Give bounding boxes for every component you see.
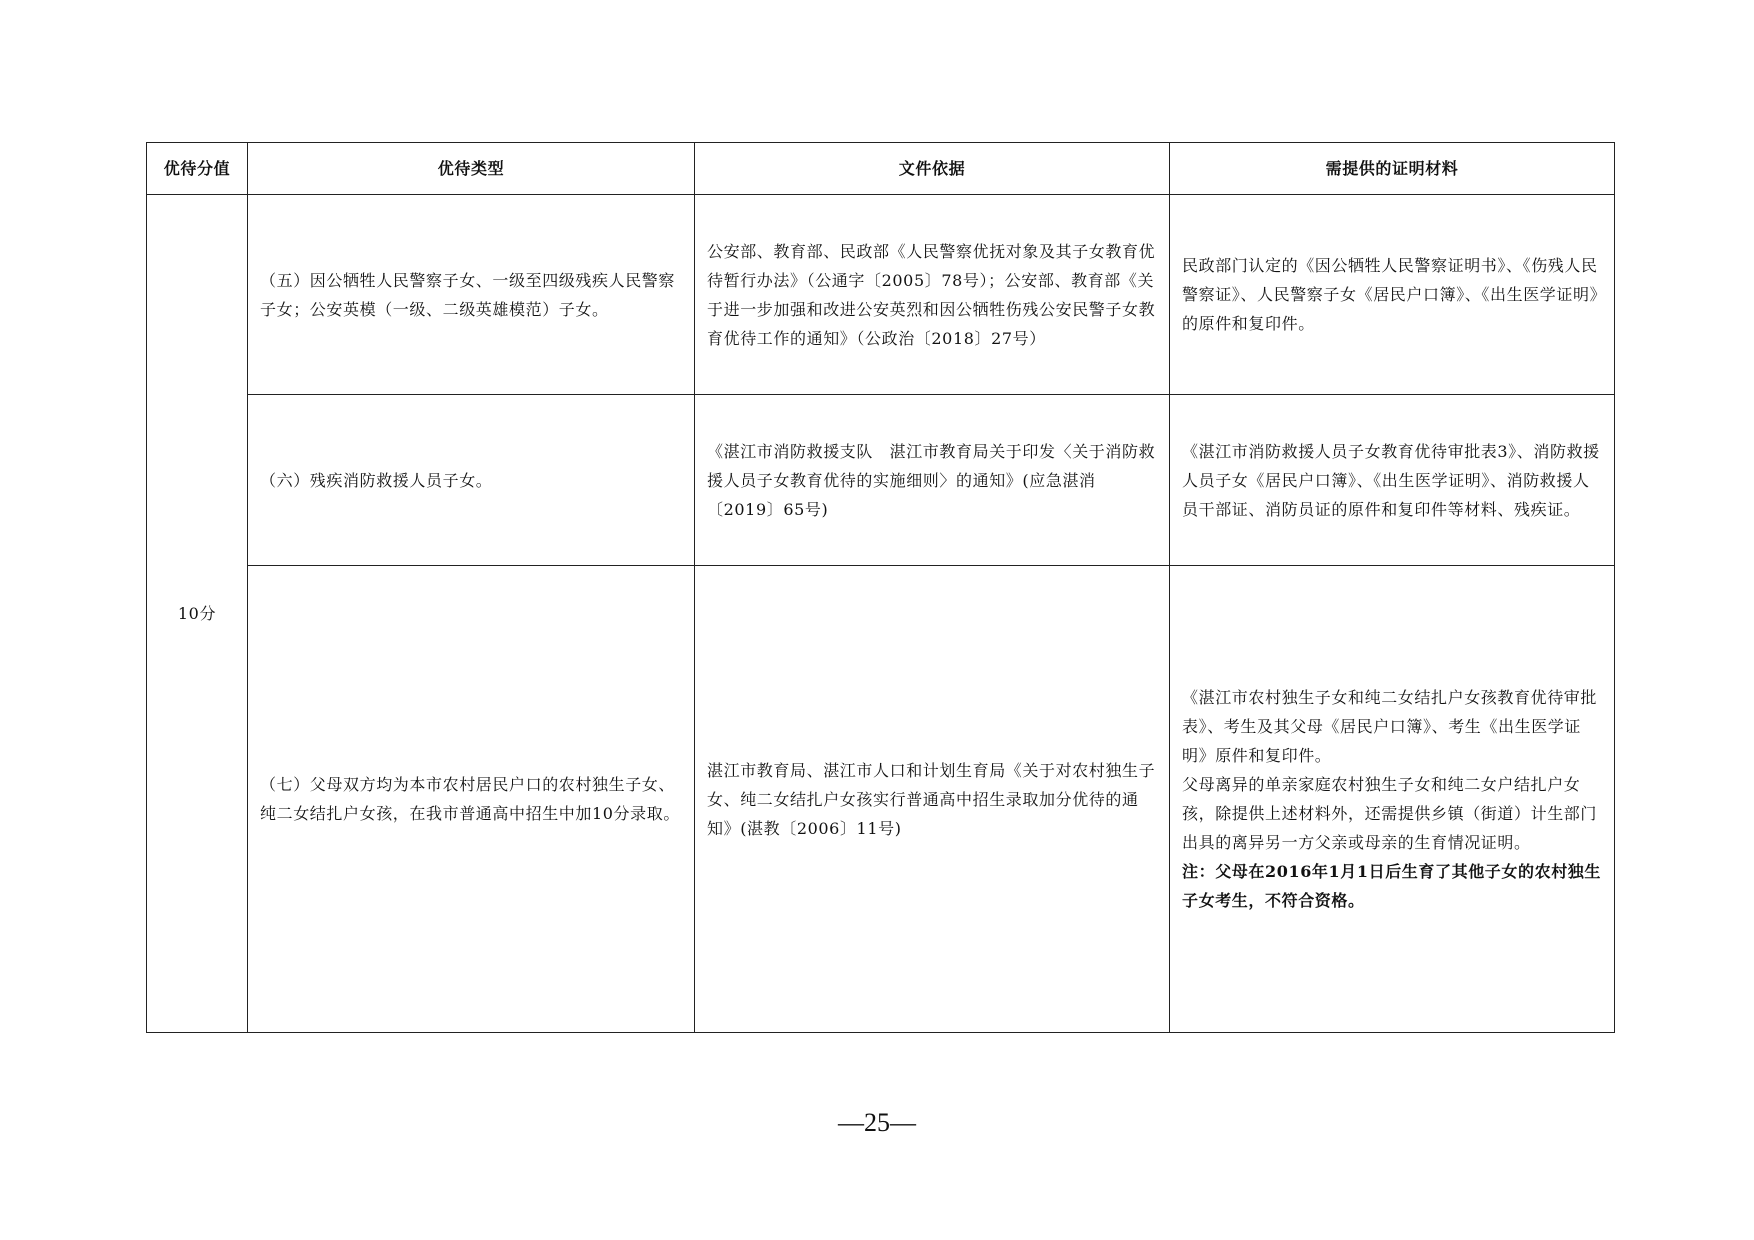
materials-paragraph: 父母离异的单亲家庭农村独生子女和纯二女户结扎户女孩，除提供上述材料外，还需提供乡镇（街道）计生部门出具的离异另一方父亲或母亲的生育情况证明。 [1182, 775, 1598, 852]
table-row [147, 395, 1615, 566]
table-row [147, 566, 1615, 1033]
type-cell: （五）因公牺牲人民警察子女、一级至四级残疾人民警察子女；公安英模（一级、二级英雄模范）子女。 [248, 195, 695, 395]
page-number: —25— [838, 1108, 916, 1137]
basis-cell: 公安部、教育部、民政部《人民警察优抚对象及其子女教育优待暂行办法》（公通字〔2005〕78号）；公安部、教育部《关于进一步加强和改进公安英烈和因公牺牲伤残公安民警子女教育优待工作的通知》（公政治〔2018〕27号） [695, 195, 1170, 395]
header-basis: 文件依据 [695, 143, 1170, 195]
table-header-row [147, 143, 1615, 195]
materials-paragraph: 《湛江市农村独生子女和纯二女结扎户女孩教育优待审批表》、考生及其父母《居民户口簿》、考生《出生医学证明》原件和复印件。 [1182, 688, 1598, 765]
type-cell: （七）父母双方均为本市农村居民户口的农村独生子女、纯二女结扎户女孩，在我市普通高中招生中加10分录取。 [248, 566, 695, 1033]
type-cell: （六）残疾消防救援人员子女。 [248, 395, 695, 566]
header-materials: 需提供的证明材料 [1170, 143, 1615, 195]
materials-note: 注：父母在2016年1月1日后生育了其他子女的农村独生子女考生，不符合资格。 [1182, 862, 1601, 910]
materials-cell [1170, 566, 1615, 1033]
score-cell: 10分 [147, 195, 248, 1033]
header-score: 优待分值 [147, 143, 248, 195]
basis-cell: 《湛江市消防救援支队 湛江市教育局关于印发〈关于消防救援人员子女教育优待的实施细则〉的通知》(应急湛消〔2019〕65号) [695, 395, 1170, 566]
header-type: 优待类型 [248, 143, 695, 195]
materials-cell: 民政部门认定的《因公牺牲人民警察证明书》、《伤残人民警察证》、人民警察子女《居民户口簿》、《出生医学证明》的原件和复印件。 [1170, 195, 1615, 395]
basis-cell: 湛江市教育局、湛江市人口和计划生育局《关于对农村独生子女、纯二女结扎户女孩实行普通高中招生录取加分优待的通知》(湛教〔2006〕11号) [695, 566, 1170, 1033]
materials-cell: 《湛江市消防救援人员子女教育优待审批表3》、消防救援人员子女《居民户口簿》、《出生医学证明》、消防救援人员干部证、消防员证的原件和复印件等材料、残疾证。 [1170, 395, 1615, 566]
table-row [147, 195, 1615, 395]
preferential-policy-table [146, 142, 1615, 1033]
